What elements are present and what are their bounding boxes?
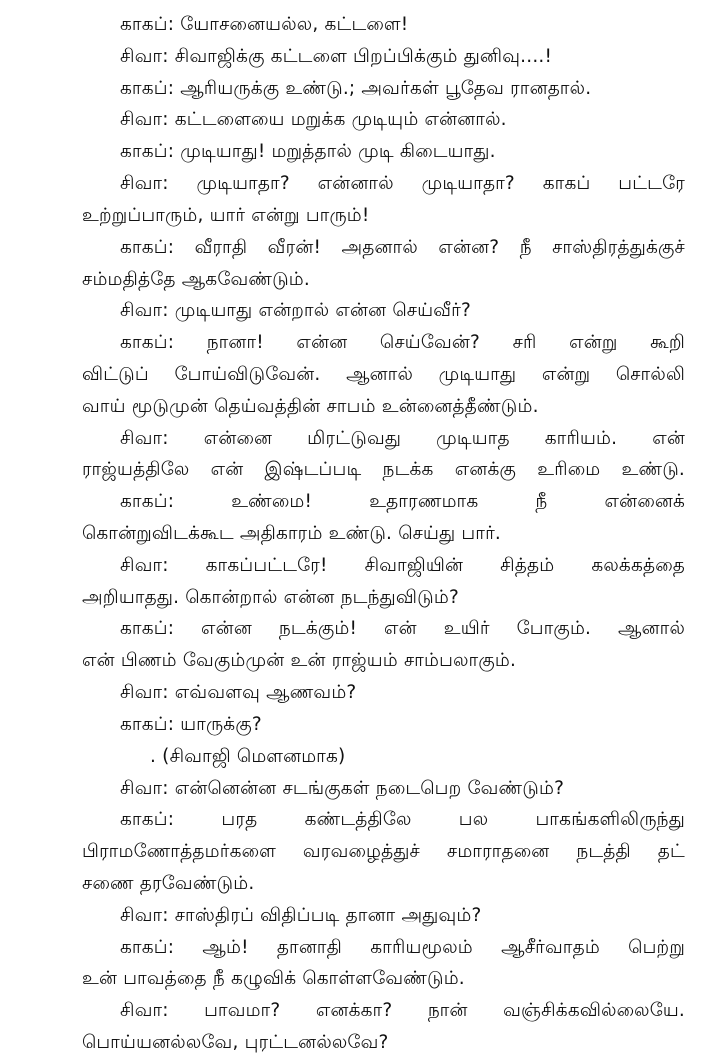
dialogue-line: சிவா: காகப்பட்டரே! சிவாஜியின் சித்தம் கலக்கத்தை	[120, 555, 685, 576]
stage-direction: . (சிவாஜி மௌனமாக)	[150, 746, 346, 767]
dialogue-line: விட்டுப் போய்விடுவேன். ஆனால் முடியாது என்று சொல்லி	[82, 364, 685, 385]
dialogue-line: சிவா: எவ்வளவு ஆணவம்?	[120, 682, 357, 703]
dialogue-line: சிவா: என்னென்ன சடங்குகள் நடைபெற வேண்டும்?	[120, 778, 565, 799]
dialogue-line: காகப்: நானா! என்ன செய்வேன்? சரி என்று கூறி	[120, 332, 685, 353]
dialogue-line: காகப்: வீராதி வீரன்! அதனால் என்ன? நீ சாஸ்திரத்துக்குச்	[120, 237, 685, 258]
dialogue-line: சிவா: முடியாது என்றால் என்ன செய்வீர்?	[120, 300, 472, 321]
dialogue-line: சணை தரவேண்டும்.	[82, 873, 255, 894]
dialogue-line: காகப்: உண்மை! உதாரணமாக நீ என்னைக்	[120, 491, 685, 512]
dialogue-line: சிவா: சிவாஜிக்கு கட்டளை பிறப்பிக்கும் துனிவு....!	[120, 46, 553, 67]
dialogue-line: காகப்: யோசனையல்ல, கட்டளை!	[120, 14, 409, 35]
dialogue-line: காகப்: பரத கண்டத்திலே பல பாகங்களிலிருந்து	[120, 809, 685, 830]
dialogue-line: சிவா: என்னை மிரட்டுவது முடியாத காரியம். என்	[120, 428, 685, 449]
dialogue-line: அறியாதது. கொன்றால் என்ன நடந்துவிடும்?	[82, 587, 459, 608]
dialogue-line: பிராமணோத்தமர்களை வரவழைத்துச் சமாராதனை நடத்தி தட்	[82, 841, 685, 862]
dialogue-line: உன் பாவத்தை நீ கழுவிக் கொள்ளவேண்டும்.	[82, 968, 465, 989]
dialogue-line: சிவா: முடியாதா? என்னால் முடியாதா? காகப் பட்டரே	[120, 173, 685, 194]
dialogue-line: பொய்யனல்லவே, புரட்டனல்லவே?	[82, 1032, 389, 1053]
dialogue-line: கொன்றுவிடக்கூட அதிகாரம் உண்டு. செய்து பார்.	[82, 523, 502, 544]
dialogue-line: சம்மதித்தே ஆகவேண்டும்.	[82, 269, 310, 290]
dialogue-line: சிவா: பாவமா? எனக்கா? நான் வஞ்சிக்கவில்லையே.	[120, 1000, 685, 1021]
dialogue-line: சிவா: கட்டளையை மறுக்க முடியும் என்னால்.	[120, 109, 507, 130]
dialogue-line: காகப்: ஆரியருக்கு உண்டு.; அவர்கள் பூதேவ ரானதால்.	[120, 78, 592, 99]
dialogue-line: சிவா: சாஸ்திரப் விதிப்படி தானா அதுவும்?	[120, 905, 482, 926]
dialogue-line: காகப்: ஆம்! தானாதி காரியமூலம் ஆசீர்வாதம் பெற்று	[120, 937, 685, 958]
dialogue-line: காகப்: முடியாது! மறுத்தால் முடி கிடையாது.	[120, 141, 496, 162]
dialogue-line: காகப்: என்ன நடக்கும்! என் உயிர் போகும். ஆனால்	[120, 618, 685, 639]
dialogue-line: வாய் மூடுமுன் தெய்வத்தின் சாபம் உன்னைத்தீண்டும்.	[82, 396, 539, 417]
dialogue-line: ராஜ்யத்திலே என் இஷ்டப்படி நடக்க எனக்கு உரிமை உண்டு.	[82, 459, 685, 480]
dialogue-line: என் பிணம் வேகும்முன் உன் ராஜ்யம் சாம்பலாகும்.	[82, 650, 517, 671]
dialogue-line: காகப்: யாருக்கு?	[120, 714, 262, 735]
dialogue-line: உற்றுப்பாரும், யார் என்று பாரும்!	[82, 205, 370, 226]
